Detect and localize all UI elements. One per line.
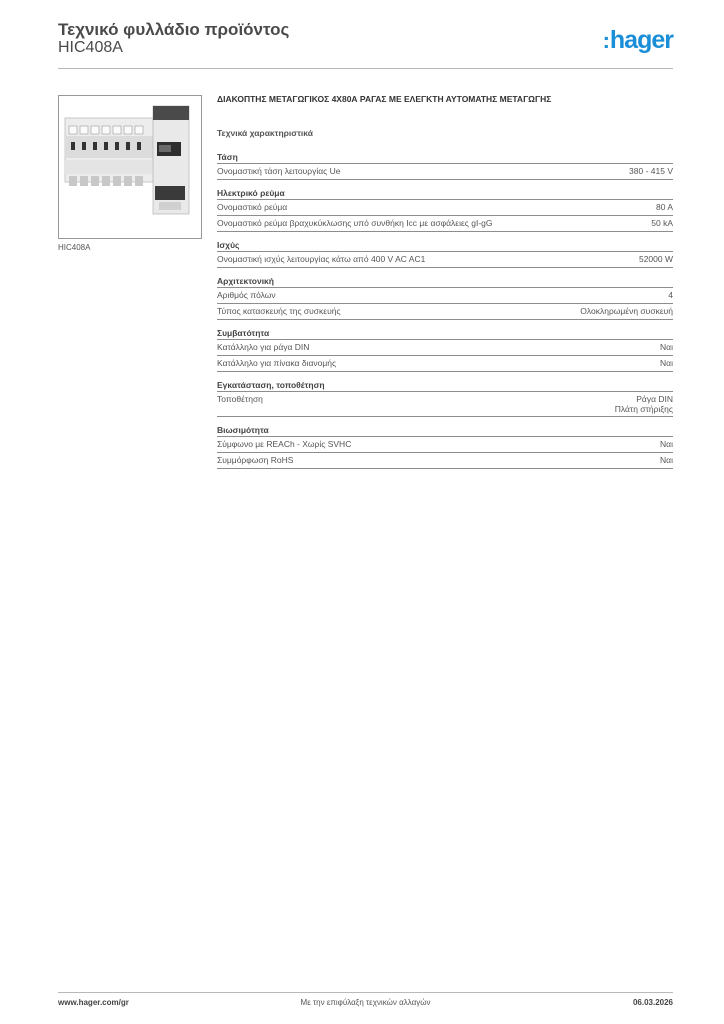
section-title: Ηλεκτρικό ρεύμα <box>217 188 673 200</box>
section-title: Βιωσιμότητα <box>217 425 673 437</box>
footer-divider <box>58 992 673 993</box>
section-title: Ισχύς <box>217 240 673 252</box>
spec-label: Ονομαστικό ρεύμα βραχυκύκλωσης υπό συνθήκη Icc με ασφάλειες gI-gG <box>217 218 493 228</box>
logo-text: hager <box>609 26 673 54</box>
image-caption: HIC408A <box>58 243 91 252</box>
spec-row <box>217 216 673 232</box>
spec-row <box>217 288 673 304</box>
spec-label: Αριθμός πόλων <box>217 290 276 300</box>
spec-value: 380 - 415 V <box>629 166 673 176</box>
hager-logo: :hager <box>602 26 673 54</box>
section-compatibility <box>217 328 673 372</box>
section-title: Αρχιτεκτονική <box>217 276 673 288</box>
spec-row <box>217 200 673 216</box>
section-title: Συμβατότητα <box>217 328 673 340</box>
tech-characteristics-heading: Τεχνικά χαρακτηριστικά <box>217 128 313 138</box>
spec-row <box>217 252 673 268</box>
spec-value: Ολοκληρωμένη συσκευή <box>580 306 673 316</box>
spec-value-group <box>615 394 673 414</box>
spec-label: Τύπος κατασκευής της συσκευής <box>217 306 341 316</box>
spec-value: Ναι <box>660 342 673 352</box>
spec-label: Κατάλληλο για ράγα DIN <box>217 342 310 352</box>
spec-row <box>217 437 673 453</box>
header-divider <box>58 68 673 69</box>
spec-label: Συμμόρφωση RoHS <box>217 455 294 465</box>
section-installation <box>217 380 673 417</box>
website-link[interactable]: www.hager.com/gr <box>58 998 129 1007</box>
product-code: HIC408A <box>58 39 123 56</box>
spec-value: Πλάτη στήριξης <box>614 404 673 414</box>
product-image <box>58 95 202 239</box>
spec-row <box>217 304 673 320</box>
spec-value: Ναι <box>660 358 673 368</box>
spec-value: Ναι <box>660 439 673 449</box>
spec-label: Κατάλληλο για πίνακα διανομής <box>217 358 337 368</box>
transfer-switch-illustration <box>59 96 201 238</box>
spec-value: 52000 W <box>638 254 673 264</box>
page-header <box>58 20 673 70</box>
spec-label: Τοποθέτηση <box>217 394 263 404</box>
spec-label: Ονομαστική τάση λειτουργίας Ue <box>217 166 341 176</box>
spec-row <box>217 392 673 417</box>
section-voltage <box>217 152 673 180</box>
spec-value: 80 A <box>655 202 673 212</box>
section-title: Τάση <box>217 152 673 164</box>
spec-value: Ράγα DIN <box>636 394 673 404</box>
spec-row <box>217 164 673 180</box>
spec-label: Σύμφωνο με REACh - Χωρίς SVHC <box>217 439 352 449</box>
section-current <box>217 188 673 232</box>
section-power <box>217 240 673 268</box>
product-name: ΔΙΑΚΟΠΤΗΣ ΜΕΤΑΓΩΓΙΚΟΣ 4Χ80Α ΡΑΓΑΣ ΜΕ ΕΛΕΓΚΤΗ ΑΥΤΟΜΑΤΗΣ ΜΕΤΑΓΩΓΗΣ <box>217 94 552 104</box>
specifications <box>217 94 673 477</box>
section-architecture <box>217 276 673 320</box>
spec-label: Ονομαστικό ρεύμα <box>217 202 288 212</box>
spec-row <box>217 340 673 356</box>
footer-date: 06.03.2026 <box>632 998 673 1007</box>
spec-value: Ναι <box>660 455 673 465</box>
spec-value: 4 <box>668 290 673 300</box>
footer-notice: Με την επιφύλαξη τεχνικών αλλαγών <box>300 998 431 1007</box>
document-title: Τεχνικό φυλλάδιο προϊόντος <box>58 20 290 39</box>
spec-label: Ονομαστική ισχύς λειτουργίας κάτω από 400 V AC AC1 <box>217 254 426 264</box>
spec-value: 50 kA <box>651 218 673 228</box>
section-sustainability <box>217 425 673 469</box>
spec-row <box>217 356 673 372</box>
spec-row <box>217 453 673 469</box>
section-title: Εγκατάσταση, τοποθέτηση <box>217 380 673 392</box>
